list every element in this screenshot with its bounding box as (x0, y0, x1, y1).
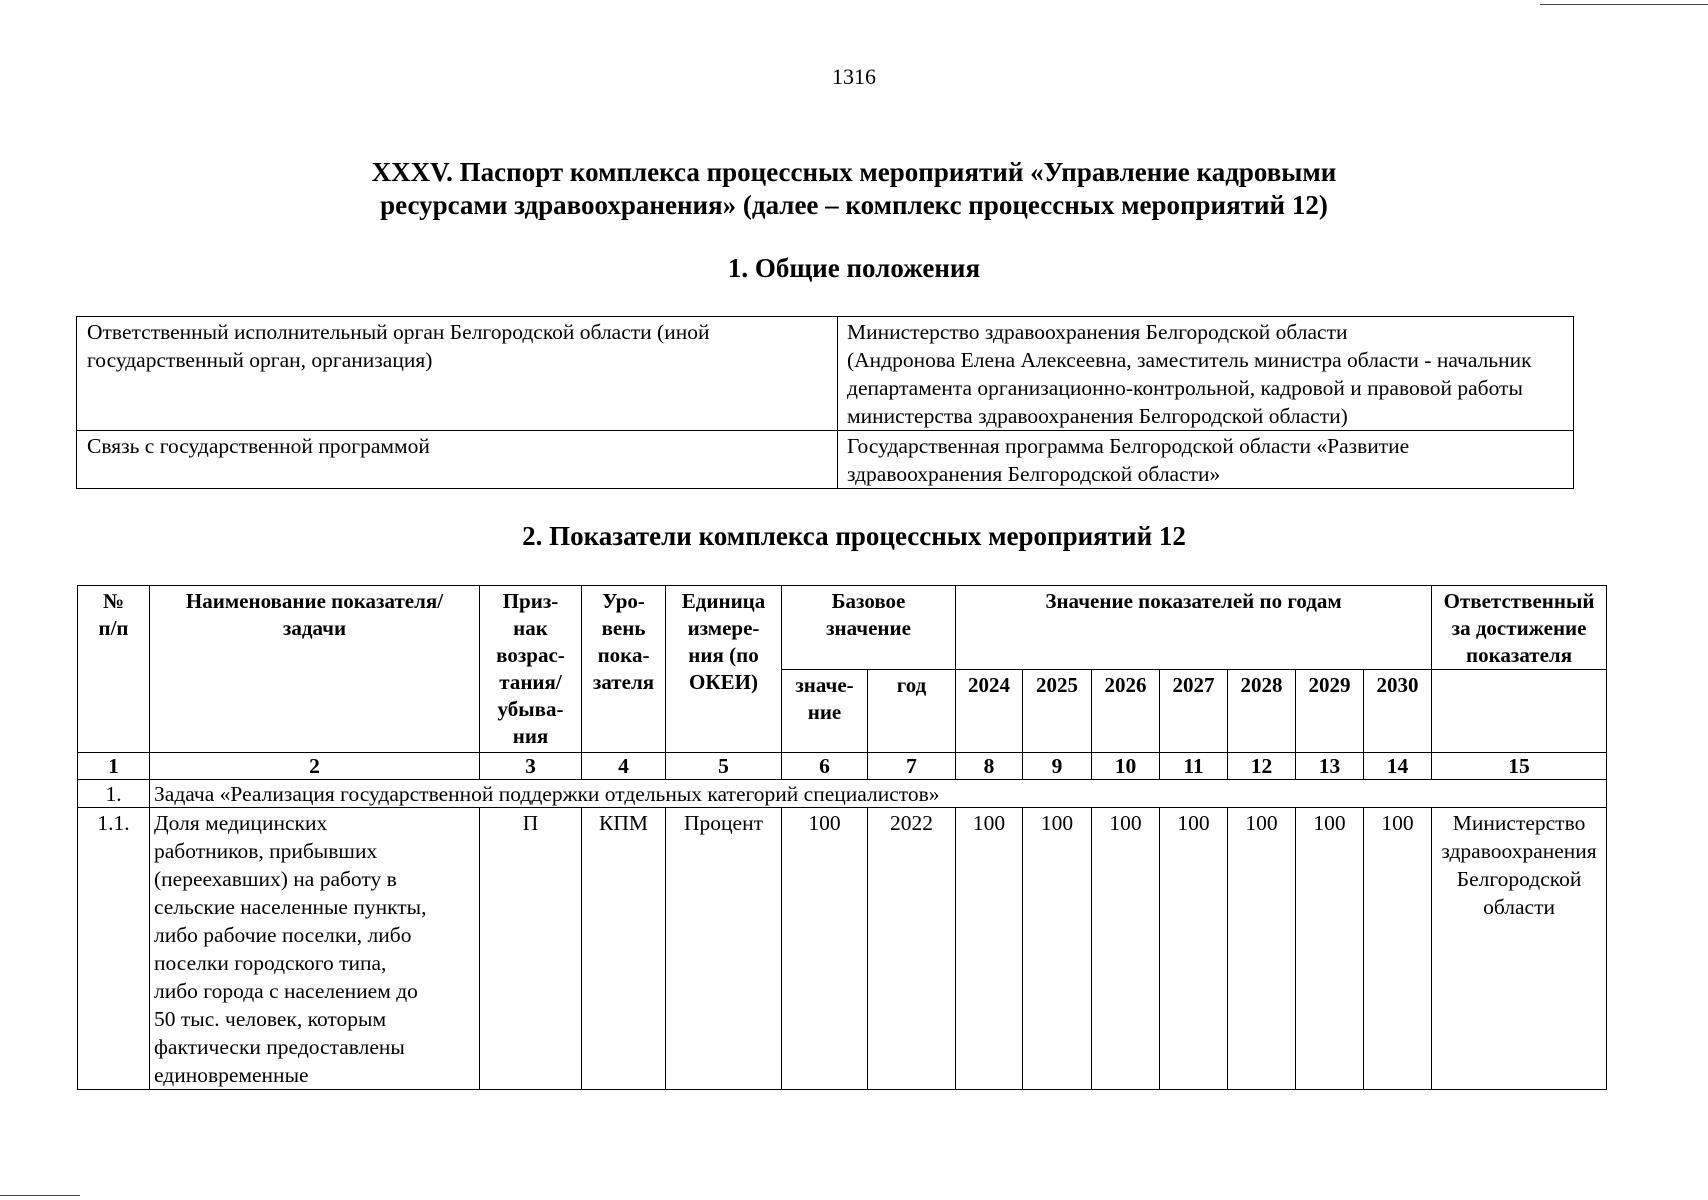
indicator-base-value: 100 (782, 808, 868, 1090)
row-label (77, 317, 838, 431)
header-responsible (1432, 586, 1607, 670)
column-number: 12 (1228, 753, 1296, 780)
text-line: ние (807, 700, 842, 724)
header-name (150, 586, 480, 753)
indicator-year-value: 100 (1092, 808, 1160, 1090)
text-line: Приз- (502, 589, 559, 613)
text-line: значение (826, 616, 911, 640)
indicator-name (150, 808, 480, 1090)
column-number: 10 (1092, 753, 1160, 780)
header-num (78, 586, 150, 753)
task-row (78, 780, 1607, 808)
text-line: № (102, 589, 125, 613)
row-value (838, 431, 1574, 489)
header-year: 2025 (1023, 670, 1092, 753)
text-line: вень (601, 616, 646, 640)
text-line: 50 тыс. человек, которым (154, 1007, 387, 1031)
column-number-row (78, 753, 1607, 780)
indicator-responsible (1432, 808, 1607, 1090)
text-line: Наименование показателя/ (185, 589, 444, 613)
column-number: 13 (1296, 753, 1364, 780)
text-line: поселки городского типа, (154, 951, 387, 975)
text-line: Доля медицинских (154, 811, 328, 835)
text-line: пока- (597, 643, 650, 667)
text-line: департамента организационно-контрольной, кадровой и правовой работы (847, 376, 1523, 400)
scan-edge-line (0, 1195, 80, 1196)
section1-heading: 1. Общие положения (727, 253, 981, 283)
scan-edge-line (1540, 4, 1708, 5)
header-base (782, 586, 956, 670)
text-line: Министерство здравоохранения Белгородской области (847, 320, 1348, 344)
header-base-value (782, 670, 868, 753)
header-year: 2027 (1160, 670, 1228, 753)
text-line: нак (513, 616, 548, 640)
header-unit (666, 586, 782, 753)
column-number: 5 (666, 753, 782, 780)
text-line: п/п (98, 616, 129, 640)
header-level (582, 586, 666, 753)
column-number: 9 (1023, 753, 1092, 780)
text-line: Связь с государственной программой (87, 434, 430, 458)
text-line: фактически предоставлены (154, 1035, 405, 1059)
text-line: Базовое (831, 589, 906, 613)
text-line: здравоохранения (1441, 839, 1597, 863)
indicator-year-value: 100 (956, 808, 1023, 1090)
indicator-year-value: 100 (1160, 808, 1228, 1090)
text-line: (переехавших) на работу в (154, 867, 397, 891)
indicator-sign: П (480, 808, 582, 1090)
column-number: 1 (78, 753, 150, 780)
text-line: единовременные (154, 1063, 309, 1087)
header-sign (480, 586, 582, 753)
indicator-base-year: 2022 (868, 808, 956, 1090)
column-number: 15 (1432, 753, 1607, 780)
indicator-year-value: 100 (1228, 808, 1296, 1090)
column-number: 8 (956, 753, 1023, 780)
text-line: государственный орган, организация) (87, 348, 433, 372)
text-line: Ответственный исполнительный орган Белгородской области (иной (87, 320, 710, 344)
column-number: 2 (150, 753, 480, 780)
column-number: 6 (782, 753, 868, 780)
text-line: здравоохранения Белгородской области» (847, 462, 1221, 486)
task-text: Задача «Реализация государственной поддержки отдельных категорий специалистов» (150, 780, 1607, 808)
table-row (77, 317, 1574, 431)
header-row (78, 586, 1607, 670)
header-year: 2024 (956, 670, 1023, 753)
text-line: ОКЕИ) (689, 670, 758, 694)
header-year: 2030 (1364, 670, 1432, 753)
text-line: показателя (1466, 643, 1573, 667)
text-line: ния (по (688, 643, 759, 667)
row-label (77, 431, 838, 489)
general-provisions-table (76, 316, 1574, 489)
indicator-level: КПМ (582, 808, 666, 1090)
text-line: ния (512, 724, 549, 748)
indicators-table (77, 585, 1607, 1090)
column-number: 11 (1160, 753, 1228, 780)
text-line: значе- (795, 673, 854, 697)
text-line: Государственная программа Белгородской области «Развитие (847, 434, 1410, 458)
text-line: задачи (282, 616, 347, 640)
document-title (0, 156, 1708, 222)
text-line: (Андронова Елена Алексеевна, заместитель министра области - начальник (847, 348, 1532, 372)
header-year: 2026 (1092, 670, 1160, 753)
header-base-year: год (868, 670, 956, 753)
column-number: 3 (480, 753, 582, 780)
indicator-unit: Процент (666, 808, 782, 1090)
text-line: Министерство (1452, 811, 1586, 835)
header-values-by-year: Значение показателей по годам (956, 586, 1432, 670)
text-line: министерства здравоохранения Белгородской области) (847, 404, 1348, 428)
text-line: Ответственный (1443, 589, 1595, 613)
column-number: 14 (1364, 753, 1432, 780)
text-line: Единица (681, 589, 766, 613)
text-line: возрас- (496, 643, 565, 667)
section2-heading: 2. Показатели комплекса процессных мероприятий 12 (522, 521, 1186, 551)
title-line: XXXV. Паспорт комплекса процессных мероприятий «Управление кадровыми (371, 157, 1337, 187)
header-year: 2029 (1296, 670, 1364, 753)
title-line: ресурсами здравоохранения» (далее – комплекс процессных мероприятий 12) (380, 190, 1328, 220)
text-line: зателя (592, 670, 655, 694)
column-number: 4 (582, 753, 666, 780)
task-num: 1. (78, 780, 150, 808)
indicator-year-value: 100 (1364, 808, 1432, 1090)
indicator-row (78, 808, 1607, 1090)
text-line: области (1483, 895, 1555, 919)
text-line: за достижение (1451, 616, 1587, 640)
indicator-year-value: 100 (1023, 808, 1092, 1090)
text-line: либо рабочие поселки, либо (154, 923, 412, 947)
header-year: 2028 (1228, 670, 1296, 753)
text-line: либо города с населением до (154, 979, 418, 1003)
text-line: Белгородской (1456, 867, 1582, 891)
text-line: тания/ (499, 670, 562, 694)
indicator-num: 1.1. (78, 808, 150, 1090)
text-line: сельские населенные пункты, (154, 895, 427, 919)
column-number: 7 (868, 753, 956, 780)
text-line: убыва- (497, 697, 564, 721)
indicator-year-value: 100 (1296, 808, 1364, 1090)
row-value (838, 317, 1574, 431)
text-line: работников, прибывших (154, 839, 378, 863)
text-line: измере- (687, 616, 760, 640)
page-number: 1316 (832, 64, 876, 89)
table-row (77, 431, 1574, 489)
text-line: Уро- (602, 589, 645, 613)
header-empty (1432, 670, 1607, 753)
